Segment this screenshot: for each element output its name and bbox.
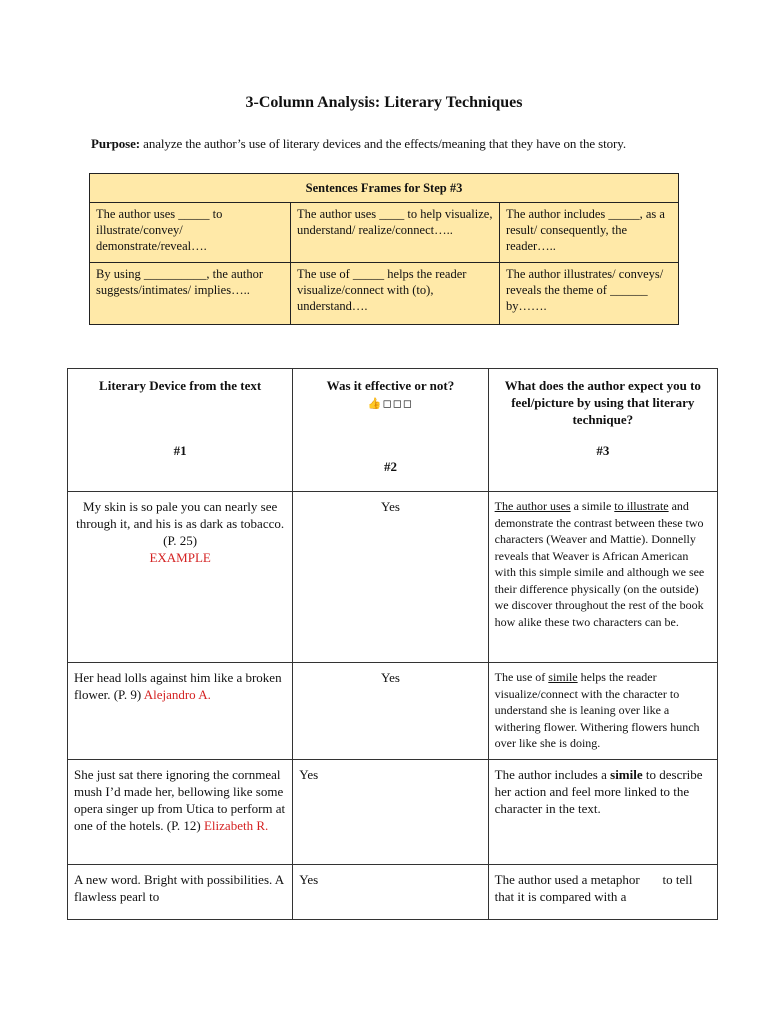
header-effective-num: #2 (383, 459, 397, 474)
analysis-text: to describe her action and feel more linked to the character in the text. (494, 767, 703, 816)
analysis-text: The author includes a (494, 767, 611, 782)
sentence-frames-table (89, 173, 679, 325)
analysis-text: and demonstrate the contrast between these two characters (Weaver and Mattie). Donnelly reveals that Weaver is African American with this simple simile and although we see their difference physically (on the outside) we discover throughout the rest of the book how alike these two characters can be. (494, 499, 705, 629)
header-analysis (488, 369, 717, 492)
device-quote: My skin is so pale you can nearly see through it, and his is as dark as tobacco. (P. 25) (76, 499, 285, 548)
purpose-label: Purpose: (91, 136, 141, 151)
analysis-text: The use of (494, 670, 549, 684)
table-row (68, 492, 718, 663)
header-analysis-num: #3 (596, 443, 610, 458)
purpose-line (91, 136, 626, 152)
header-device-label: Literary Device from the text (99, 378, 262, 393)
analysis-text: a simile (570, 499, 615, 513)
thumbs-up-icon: 👍◻◻◻ (367, 397, 413, 410)
frame-cell: The author uses _____ to illustrate/convey/ demonstrate/reveal…. (90, 203, 291, 263)
device-quote: She just sat there ignoring the cornmeal mush I’d made her, bellowing like some opera singer up from Utica to perform at one of the hotels. (P. 12) (74, 767, 286, 833)
table-row (68, 865, 718, 920)
effective-cell: Yes (293, 492, 488, 663)
frame-cell: The use of _____ helps the reader visualize/connect with (to), understand…. (291, 263, 500, 325)
effective-cell: Yes (293, 865, 488, 920)
header-device-num: #1 (173, 443, 187, 458)
device-quote: Her head lolls against him like a broken flower. (P. 9) (74, 670, 282, 702)
header-analysis-label: What does the author expect you to feel/picture by using that literary technique? (504, 378, 701, 427)
student-name: Elizabeth R. (203, 818, 269, 833)
frame-cell: By using __________, the author suggests/intimates/ implies….. (90, 263, 291, 325)
device-cell: A new word. Bright with possibilities. A flawless pearl to (68, 865, 293, 920)
student-name: Alejandro A. (143, 687, 211, 702)
analysis-cell (488, 663, 717, 760)
analysis-cell (488, 760, 717, 865)
analysis-text: helps the reader visualize/connect with the character to understand she is leaning over like a withering flower. Withering flowers hunch over like she is doing. (494, 670, 700, 750)
device-cell (68, 492, 293, 663)
frame-cell: The author includes _____, as a result/ consequently, the reader….. (499, 203, 678, 263)
device-cell (68, 760, 293, 865)
example-tag: EXAMPLE (149, 550, 211, 565)
device-cell (68, 663, 293, 760)
analysis-cell (488, 492, 717, 663)
analysis-table (67, 368, 718, 920)
purpose-text: analyze the author’s use of literary devices and the effects/meaning that they have on the story. (140, 136, 626, 151)
effective-cell: Yes (293, 663, 488, 760)
analysis-underline: The author uses (494, 499, 571, 513)
table-row (68, 760, 718, 865)
header-device (68, 369, 293, 492)
frame-cell: The author illustrates/ conveys/ reveals the theme of ______ by……. (499, 263, 678, 325)
header-effective (293, 369, 488, 492)
header-effective-label: Was it effective or not? (326, 378, 455, 393)
effective-cell: Yes (293, 760, 488, 865)
analysis-cell: The author used a metaphor to tell that it is compared with a (488, 865, 717, 920)
frames-heading: Sentences Frames for Step #3 (90, 174, 679, 203)
table-row (68, 663, 718, 760)
analysis-underline: to illustrate (614, 499, 669, 513)
analysis-bold: simile (610, 767, 643, 782)
frame-cell: The author uses ____ to help visualize, understand/ realize/connect….. (291, 203, 500, 263)
analysis-underline: simile (548, 670, 578, 684)
page-title: 3-Column Analysis: Literary Techniques (245, 94, 523, 111)
